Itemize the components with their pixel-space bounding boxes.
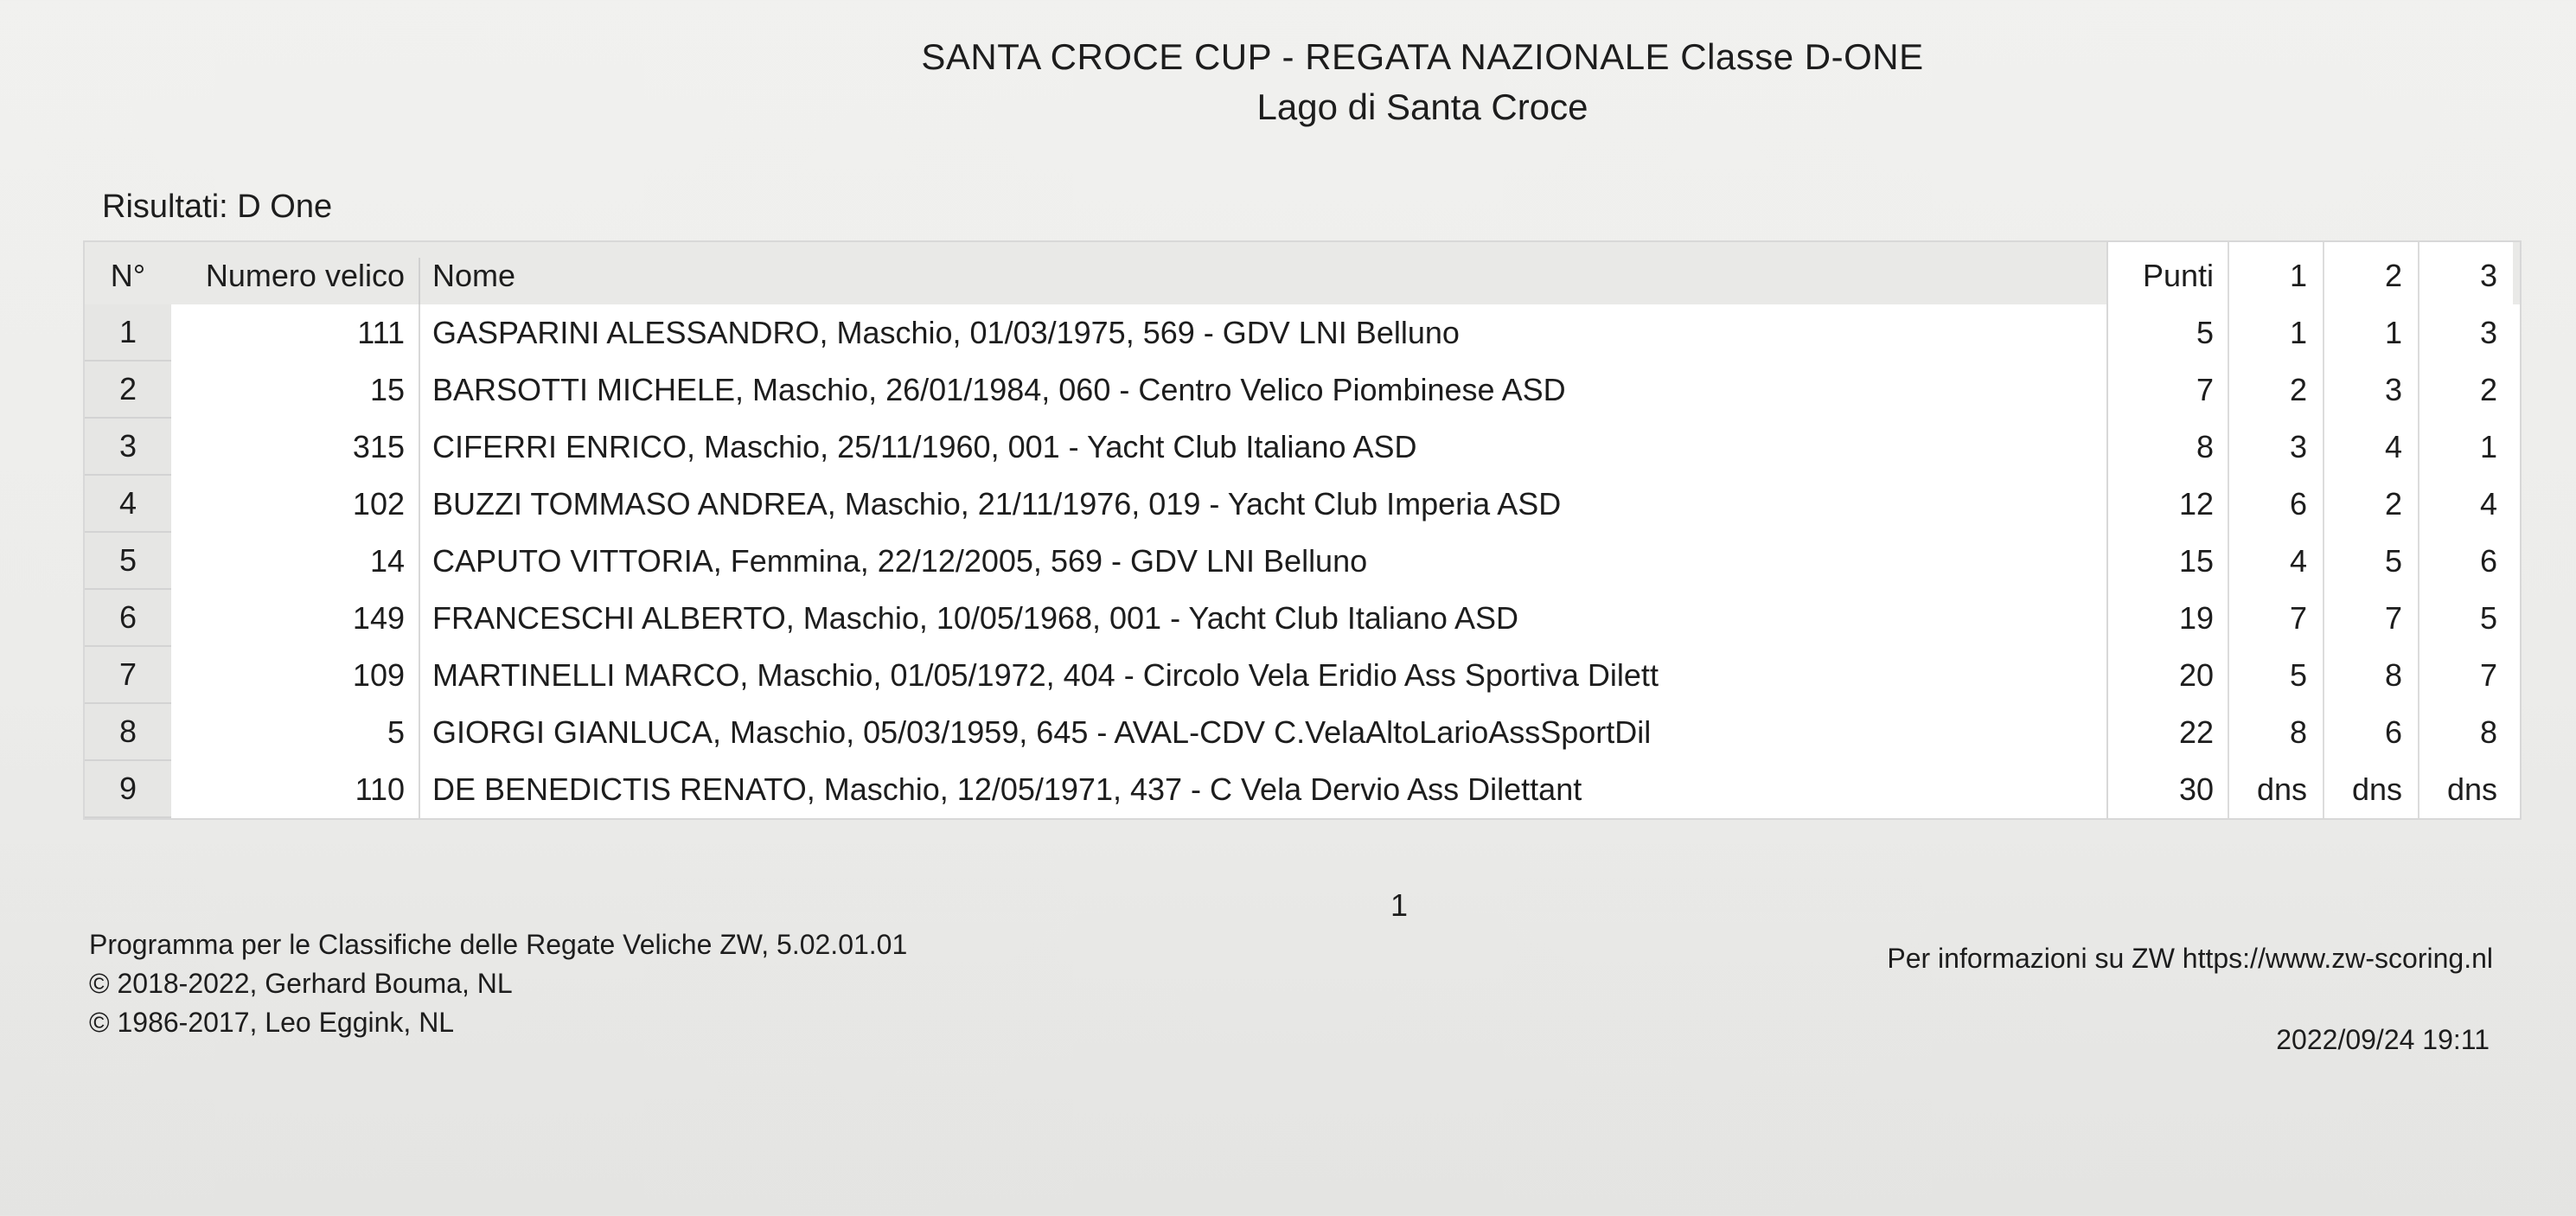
page-number: 1	[1390, 887, 1409, 923]
cell-sail-number: 5	[171, 704, 420, 761]
cell-race-2: 3	[2323, 362, 2418, 419]
cell-points: 8	[2106, 419, 2228, 476]
cell-race-3: 3	[2418, 304, 2513, 362]
cell-race-1: 6	[2228, 476, 2323, 533]
cell-race-2: 1	[2323, 304, 2418, 362]
cell-race-1: 2	[2228, 362, 2323, 419]
cell-race-2: 8	[2323, 647, 2418, 704]
cell-race-3: 8	[2418, 704, 2513, 761]
cell-race-2: 4	[2323, 419, 2418, 476]
cell-race-1: 3	[2228, 419, 2323, 476]
cell-points: 7	[2106, 362, 2228, 419]
table-row	[85, 476, 2520, 533]
cell-race-1: 5	[2228, 647, 2323, 704]
header-no: N°	[110, 258, 146, 293]
cell-points: 30	[2106, 761, 2228, 818]
cell-race-1: 8	[2228, 704, 2323, 761]
cell-name: DE BENEDICTIS RENATO, Maschio, 12/05/1971, 437 - C Vela Dervio Ass Dilettant	[432, 771, 1582, 807]
cell-no: 1	[85, 304, 171, 362]
cell-sail-number: 315	[171, 419, 420, 476]
header-points: Punti	[2106, 242, 2228, 304]
cell-points: 12	[2106, 476, 2228, 533]
cell-sail-number: 111	[171, 304, 420, 362]
cell-name: BARSOTTI MICHELE, Maschio, 26/01/1984, 060 - Centro Velico Piombinese ASD	[432, 372, 1566, 407]
table-row	[85, 704, 2520, 761]
cell-no: 8	[85, 704, 171, 761]
cell-race-1: 4	[2228, 533, 2323, 590]
cell-sail-number: 109	[171, 647, 420, 704]
cell-name: GIORGI GIANLUCA, Maschio, 05/03/1959, 645 - AVAL-CDV C.VelaAltoLarioAssSportDil	[432, 714, 1652, 750]
table-row	[85, 647, 2520, 704]
cell-sail-number: 15	[171, 362, 420, 419]
table-row	[85, 362, 2520, 419]
cell-points: 22	[2106, 704, 2228, 761]
cell-sail-number: 14	[171, 533, 420, 590]
footer-credits	[89, 925, 907, 1042]
table-row	[85, 304, 2520, 362]
results-label: Risultati: D One	[102, 189, 333, 225]
cell-race-2: 6	[2323, 704, 2418, 761]
cell-race-3: dns	[2418, 761, 2513, 818]
cell-name: GASPARINI ALESSANDRO, Maschio, 01/03/1975, 569 - GDV LNI Belluno	[432, 315, 1460, 350]
cell-no: 9	[85, 761, 171, 818]
table-row	[85, 419, 2520, 476]
cell-no: 4	[85, 476, 171, 533]
cell-name: CIFERRI ENRICO, Maschio, 25/11/1960, 001 - Yacht Club Italiano ASD	[432, 429, 1417, 464]
cell-no: 5	[85, 533, 171, 590]
cell-points: 19	[2106, 590, 2228, 647]
cell-race-3: 5	[2418, 590, 2513, 647]
cell-race-2: 5	[2323, 533, 2418, 590]
cell-points: 5	[2106, 304, 2228, 362]
cell-name: BUZZI TOMMASO ANDREA, Maschio, 21/11/1976, 019 - Yacht Club Imperia ASD	[432, 486, 1562, 522]
cell-race-2: dns	[2323, 761, 2418, 818]
header-sail-number: Numero velico	[171, 258, 420, 304]
document-subtitle: Lago di Santa Croce	[1256, 86, 1588, 127]
header-race-1: 1	[2228, 242, 2323, 304]
cell-name: FRANCESCHI ALBERTO, Maschio, 10/05/1968, 001 - Yacht Club Italiano ASD	[432, 600, 1518, 636]
cell-sail-number: 149	[171, 590, 420, 647]
cell-race-3: 1	[2418, 419, 2513, 476]
cell-name: MARTINELLI MARCO, Maschio, 01/05/1972, 404 - Circolo Vela Eridio Ass Sportiva Dilett	[432, 657, 1659, 693]
header-name: Nome	[432, 258, 516, 293]
header-race-2: 2	[2323, 242, 2418, 304]
cell-no: 6	[85, 590, 171, 647]
footer-program: Programma per le Classifiche delle Regate Veliche ZW, 5.02.01.01	[89, 929, 908, 960]
cell-race-3: 6	[2418, 533, 2513, 590]
cell-sail-number: 110	[171, 761, 420, 818]
cell-race-1: dns	[2228, 761, 2323, 818]
cell-race-3: 7	[2418, 647, 2513, 704]
table-body	[85, 304, 2520, 818]
cell-race-1: 7	[2228, 590, 2323, 647]
results-table	[83, 240, 2522, 820]
table-row	[85, 590, 2520, 647]
table-row	[85, 761, 2520, 818]
cell-points: 20	[2106, 647, 2228, 704]
cell-no: 2	[85, 362, 171, 419]
footer-datetime: 2022/09/24 19:11	[2276, 1024, 2490, 1055]
cell-race-2: 7	[2323, 590, 2418, 647]
table-header	[85, 242, 2520, 304]
cell-race-2: 2	[2323, 476, 2418, 533]
header-race-3: 3	[2418, 242, 2513, 304]
cell-race-3: 2	[2418, 362, 2513, 419]
cell-points: 15	[2106, 533, 2228, 590]
cell-name: CAPUTO VITTORIA, Femmina, 22/12/2005, 569 - GDV LNI Belluno	[432, 543, 1368, 579]
cell-race-1: 1	[2228, 304, 2323, 362]
cell-no: 7	[85, 647, 171, 704]
cell-sail-number: 102	[171, 476, 420, 533]
footer-copyright-2: © 1986-2017, Leo Eggink, NL	[89, 1007, 455, 1038]
cell-no: 3	[85, 419, 171, 476]
footer-copyright-1: © 2018-2022, Gerhard Bouma, NL	[89, 968, 513, 999]
footer-info: Per informazioni su ZW https://www.zw-scoring.nl	[1887, 943, 2493, 974]
table-row	[85, 533, 2520, 590]
cell-race-3: 4	[2418, 476, 2513, 533]
document-title: SANTA CROCE CUP - REGATA NAZIONALE Classe D-ONE	[921, 36, 1924, 77]
